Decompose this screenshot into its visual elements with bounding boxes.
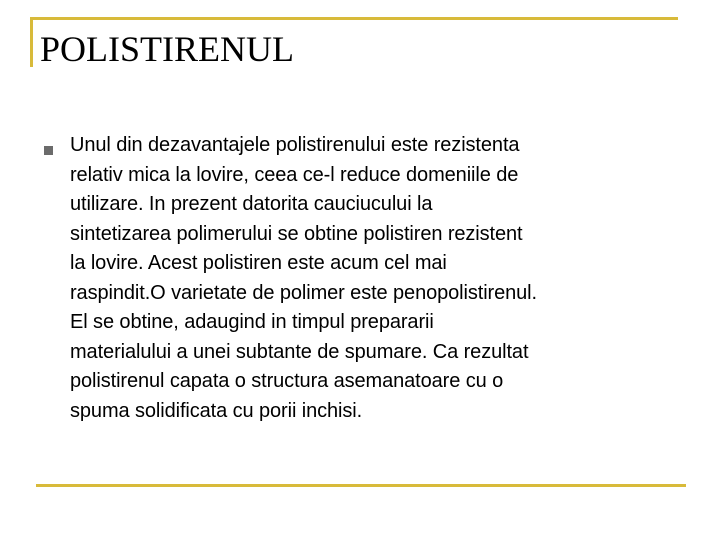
title-left-rule — [30, 17, 33, 67]
paragraph-line: raspindit.O varietate de polimer este penopolistirenul. — [70, 281, 537, 304]
paragraph-line: utilizare. In prezent datorita cauciucului la — [70, 193, 433, 215]
bullet-paragraph — [70, 131, 695, 426]
paragraph-line: la lovire. Acest polistiren este acum cel mai — [70, 252, 447, 274]
paragraph-line: spuma solidificata cu porii inchisi. — [70, 399, 363, 422]
slide-title: POLISTIRENUL — [40, 29, 294, 69]
paragraph-line: relativ mica la lovire, ceea ce-l reduce domeniile de — [70, 163, 519, 186]
paragraph-line: Unul din dezavantajele polistirenului este rezistenta — [70, 134, 520, 156]
paragraph-line: polistirenul capata o structura asemanatoare cu o — [70, 370, 504, 392]
bottom-rule — [36, 484, 686, 487]
bullet-square-icon — [44, 146, 53, 155]
paragraph-line: sintetizarea polimerului se obtine polistiren rezistent — [70, 222, 523, 245]
title-top-rule — [30, 17, 678, 20]
paragraph-line: El se obtine, adaugind in timpul prepararii — [70, 311, 434, 333]
paragraph-line: materialului a unei subtante de spumare. Ca rezultat — [70, 340, 529, 363]
